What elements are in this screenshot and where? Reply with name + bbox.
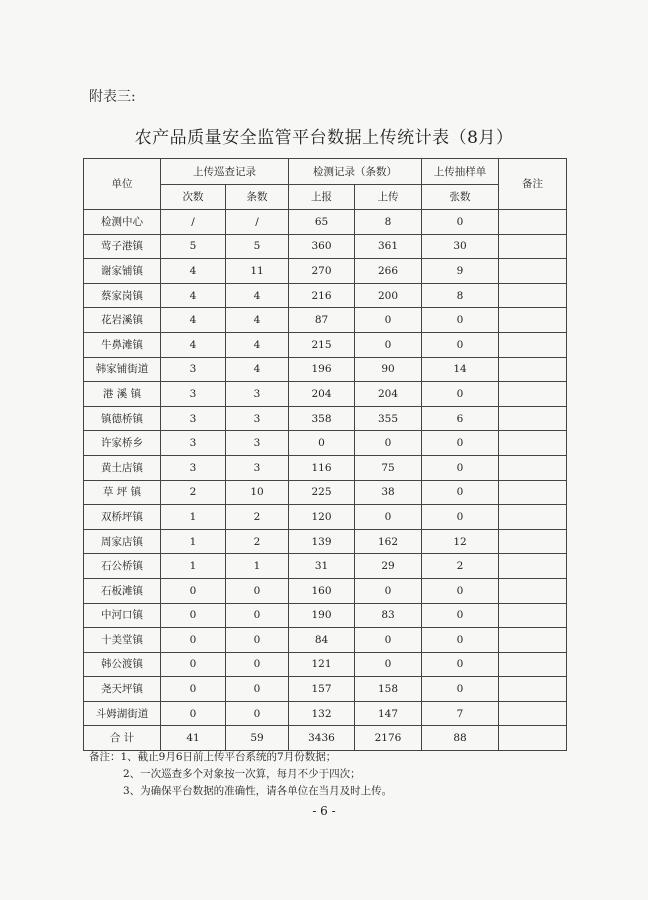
cell-patrol-times: 0 [161, 578, 226, 603]
cell-remarks [499, 332, 567, 357]
table-row [84, 283, 567, 308]
note-line-3: 3、为确保平台数据的准确性，请各单位在当月及时上传。 [123, 785, 393, 797]
cell-uploaded: 266 [355, 259, 422, 284]
cell-uploaded: 0 [355, 431, 422, 456]
cell-uploaded: 0 [355, 332, 422, 357]
cell-remarks [499, 554, 567, 579]
cell-unit: 镇德桥镇 [84, 406, 161, 431]
cell-uploaded: 0 [355, 628, 422, 653]
cell-uploaded: 83 [355, 603, 422, 628]
cell-remarks [499, 406, 567, 431]
cell-unit: 尧天坪镇 [84, 677, 161, 702]
cell-patrol-count: 59 [226, 726, 289, 751]
cell-patrol-times: 0 [161, 701, 226, 726]
cell-remarks [499, 677, 567, 702]
cell-remarks [499, 234, 567, 259]
cell-remarks [499, 578, 567, 603]
header-count: 条数 [226, 185, 289, 210]
table-row [84, 505, 567, 530]
cell-patrol-times: 4 [161, 332, 226, 357]
statistics-table [83, 158, 567, 751]
cell-patrol-count: 3 [226, 406, 289, 431]
cell-uploaded: 0 [355, 308, 422, 333]
cell-patrol-times: 1 [161, 554, 226, 579]
cell-remarks [499, 652, 567, 677]
cell-patrol-count: 2 [226, 505, 289, 530]
cell-sample-sheets: 0 [422, 677, 499, 702]
attachment-label: 附表三: [89, 89, 136, 105]
cell-reported: 121 [289, 652, 355, 677]
cell-remarks [499, 701, 567, 726]
cell-reported: 65 [289, 210, 355, 235]
cell-reported: 216 [289, 283, 355, 308]
header-patrol-records: 上传巡查记录 [161, 159, 289, 185]
total-row [84, 726, 567, 751]
cell-reported: 31 [289, 554, 355, 579]
cell-uploaded: 355 [355, 406, 422, 431]
cell-patrol-times: 5 [161, 234, 226, 259]
table-row [84, 234, 567, 259]
cell-uploaded: 361 [355, 234, 422, 259]
cell-remarks [499, 210, 567, 235]
note-line-2: 2、一次巡查多个对象按一次算，每月不少于四次； [123, 768, 361, 780]
cell-unit: 检测中心 [84, 210, 161, 235]
cell-unit: 花岩溪镇 [84, 308, 161, 333]
table-row [84, 628, 567, 653]
cell-remarks [499, 628, 567, 653]
cell-sample-sheets: 0 [422, 455, 499, 480]
cell-patrol-count: 1 [226, 554, 289, 579]
cell-uploaded: 8 [355, 210, 422, 235]
cell-patrol-count: 2 [226, 529, 289, 554]
cell-reported: 157 [289, 677, 355, 702]
cell-reported: 196 [289, 357, 355, 382]
cell-uploaded: 204 [355, 382, 422, 407]
cell-unit: 黄土店镇 [84, 455, 161, 480]
cell-remarks [499, 308, 567, 333]
table-row [84, 554, 567, 579]
cell-sample-sheets: 14 [422, 357, 499, 382]
cell-patrol-times: 0 [161, 652, 226, 677]
cell-unit: 石板滩镇 [84, 578, 161, 603]
notes [89, 749, 392, 800]
cell-sample-sheets: 0 [422, 578, 499, 603]
header-test-records: 检测记录（条数） [289, 159, 422, 185]
table-row [84, 357, 567, 382]
header-uploaded: 上传 [355, 185, 422, 210]
cell-uploaded: 38 [355, 480, 422, 505]
header-sheets: 张数 [422, 185, 499, 210]
table-row [84, 701, 567, 726]
cell-sample-sheets: 8 [422, 283, 499, 308]
cell-reported: 116 [289, 455, 355, 480]
cell-unit: 韩家铺街道 [84, 357, 161, 382]
cell-uploaded: 90 [355, 357, 422, 382]
cell-reported: 215 [289, 332, 355, 357]
cell-reported: 270 [289, 259, 355, 284]
table-row [84, 455, 567, 480]
cell-patrol-times: / [161, 210, 226, 235]
cell-unit: 蔡家岗镇 [84, 283, 161, 308]
table-row [84, 529, 567, 554]
cell-patrol-count: 4 [226, 308, 289, 333]
cell-reported: 360 [289, 234, 355, 259]
cell-sample-sheets: 0 [422, 652, 499, 677]
cell-patrol-times: 3 [161, 382, 226, 407]
cell-patrol-times: 41 [161, 726, 226, 751]
cell-unit: 双桥坪镇 [84, 505, 161, 530]
cell-patrol-times: 3 [161, 455, 226, 480]
cell-remarks [499, 357, 567, 382]
cell-patrol-count: 0 [226, 701, 289, 726]
cell-patrol-count: 5 [226, 234, 289, 259]
cell-sample-sheets: 6 [422, 406, 499, 431]
cell-sample-sheets: 9 [422, 259, 499, 284]
table-row [84, 332, 567, 357]
cell-patrol-count: 11 [226, 259, 289, 284]
cell-patrol-count: 0 [226, 677, 289, 702]
cell-unit: 谢家铺镇 [84, 259, 161, 284]
table-row [84, 406, 567, 431]
cell-sample-sheets: 0 [422, 480, 499, 505]
cell-sample-sheets: 30 [422, 234, 499, 259]
cell-uploaded: 75 [355, 455, 422, 480]
cell-patrol-times: 1 [161, 505, 226, 530]
cell-patrol-times: 3 [161, 406, 226, 431]
cell-patrol-count: 4 [226, 357, 289, 382]
cell-patrol-times: 4 [161, 283, 226, 308]
cell-remarks [499, 259, 567, 284]
cell-remarks [499, 431, 567, 456]
table-body [84, 210, 567, 751]
cell-unit: 石公桥镇 [84, 554, 161, 579]
cell-sample-sheets: 7 [422, 701, 499, 726]
header-times: 次数 [161, 185, 226, 210]
cell-uploaded: 162 [355, 529, 422, 554]
header-sample-sheets: 上传抽样单 [422, 159, 499, 185]
cell-sample-sheets: 0 [422, 603, 499, 628]
cell-patrol-count: 4 [226, 283, 289, 308]
cell-sample-sheets: 0 [422, 382, 499, 407]
cell-patrol-count: 3 [226, 455, 289, 480]
cell-sample-sheets: 2 [422, 554, 499, 579]
cell-reported: 358 [289, 406, 355, 431]
cell-reported: 120 [289, 505, 355, 530]
cell-sample-sheets: 0 [422, 431, 499, 456]
cell-reported: 204 [289, 382, 355, 407]
cell-unit: 斗姆湖街道 [84, 701, 161, 726]
cell-patrol-count: 0 [226, 628, 289, 653]
cell-uploaded: 0 [355, 505, 422, 530]
cell-sample-sheets: 12 [422, 529, 499, 554]
cell-unit: 周家店镇 [84, 529, 161, 554]
cell-uploaded: 0 [355, 578, 422, 603]
cell-patrol-count: 3 [226, 382, 289, 407]
cell-unit: 牛鼻滩镇 [84, 332, 161, 357]
cell-remarks [499, 726, 567, 751]
cell-remarks [499, 529, 567, 554]
cell-patrol-count: 0 [226, 652, 289, 677]
table-row [84, 210, 567, 235]
cell-patrol-count: 10 [226, 480, 289, 505]
cell-sample-sheets: 88 [422, 726, 499, 751]
cell-remarks [499, 382, 567, 407]
cell-patrol-count: 0 [226, 578, 289, 603]
cell-uploaded: 2176 [355, 726, 422, 751]
header-remarks: 备注 [499, 159, 567, 210]
table-row [84, 259, 567, 284]
cell-patrol-times: 0 [161, 628, 226, 653]
cell-patrol-times: 0 [161, 603, 226, 628]
cell-remarks [499, 505, 567, 530]
cell-patrol-times: 4 [161, 259, 226, 284]
table-row [84, 578, 567, 603]
cell-sample-sheets: 0 [422, 628, 499, 653]
cell-uploaded: 158 [355, 677, 422, 702]
cell-sample-sheets: 0 [422, 210, 499, 235]
cell-uploaded: 29 [355, 554, 422, 579]
note-line-1: 备注：1、截止9月6日前上传平台系统的7月份数据； [89, 751, 337, 763]
cell-reported: 190 [289, 603, 355, 628]
table-row [84, 677, 567, 702]
header-unit: 单位 [84, 159, 161, 210]
page-number: - 6 - [312, 804, 336, 818]
cell-unit: 港 溪 镇 [84, 382, 161, 407]
cell-patrol-count: 4 [226, 332, 289, 357]
cell-reported: 87 [289, 308, 355, 333]
cell-patrol-times: 3 [161, 357, 226, 382]
cell-patrol-count: 3 [226, 431, 289, 456]
cell-reported: 160 [289, 578, 355, 603]
cell-patrol-count: / [226, 210, 289, 235]
table-row [84, 431, 567, 456]
table-row [84, 308, 567, 333]
cell-unit: 许家桥乡 [84, 431, 161, 456]
cell-reported: 132 [289, 701, 355, 726]
cell-remarks [499, 603, 567, 628]
page-title: 农产品质量安全监管平台数据上传统计表（8月） [134, 128, 514, 148]
table-row [84, 603, 567, 628]
table-row [84, 382, 567, 407]
cell-sample-sheets: 0 [422, 332, 499, 357]
table-row [84, 652, 567, 677]
cell-uploaded: 0 [355, 652, 422, 677]
cell-unit: 莺子港镇 [84, 234, 161, 259]
cell-patrol-times: 1 [161, 529, 226, 554]
cell-unit: 韩公渡镇 [84, 652, 161, 677]
cell-remarks [499, 480, 567, 505]
cell-patrol-count: 0 [226, 603, 289, 628]
cell-patrol-times: 4 [161, 308, 226, 333]
cell-unit: 合 计 [84, 726, 161, 751]
cell-uploaded: 147 [355, 701, 422, 726]
cell-reported: 139 [289, 529, 355, 554]
header-reported: 上报 [289, 185, 355, 210]
cell-reported: 3436 [289, 726, 355, 751]
cell-reported: 225 [289, 480, 355, 505]
cell-sample-sheets: 0 [422, 505, 499, 530]
cell-patrol-times: 3 [161, 431, 226, 456]
cell-patrol-times: 2 [161, 480, 226, 505]
cell-unit: 草 坪 镇 [84, 480, 161, 505]
cell-patrol-times: 0 [161, 677, 226, 702]
table-row [84, 480, 567, 505]
cell-reported: 84 [289, 628, 355, 653]
cell-unit: 十美堂镇 [84, 628, 161, 653]
cell-uploaded: 200 [355, 283, 422, 308]
cell-remarks [499, 455, 567, 480]
cell-reported: 0 [289, 431, 355, 456]
cell-sample-sheets: 0 [422, 308, 499, 333]
cell-remarks [499, 283, 567, 308]
cell-unit: 中河口镇 [84, 603, 161, 628]
